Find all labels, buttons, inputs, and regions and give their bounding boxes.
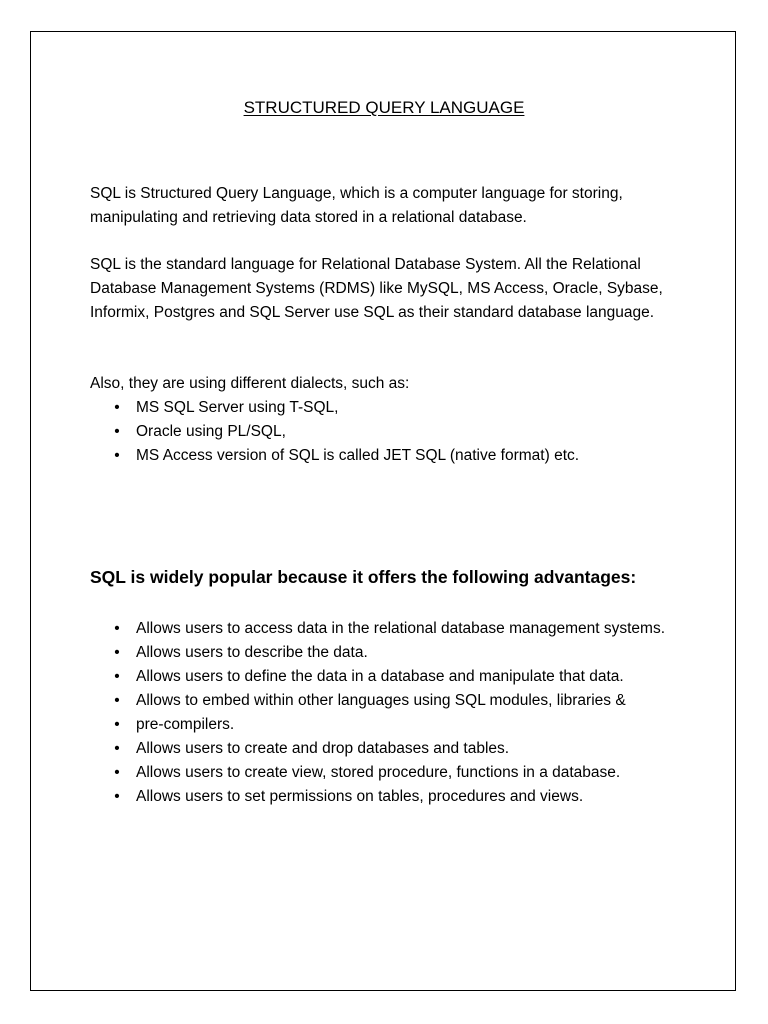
bullet-icon: • [114,447,120,464]
list-item-text: MS Access version of SQL is called JET SQL (native format) etc. [136,447,580,464]
list-item-text: Oracle using PL/SQL, [136,423,286,440]
list-item-text: Allows users to create and drop databases and tables. [136,740,510,757]
list-item [90,641,690,665]
list-item [90,396,690,420]
list-item-text: pre-compilers. [136,716,235,733]
list-item [90,444,690,468]
list-item [90,665,690,689]
advantages-heading: SQL is widely popular because it offers the following advantages: [90,567,637,587]
list-item [90,761,690,785]
list-item [90,737,690,761]
intro-paragraph: SQL is Structured Query Language, which is a computer language for storing, manipulating and retrieving data stored in a relational database. [90,185,623,226]
bullet-icon: • [114,620,120,637]
list-item-text: MS SQL Server using T-SQL, [136,399,339,416]
bullet-icon: • [114,399,120,416]
list-item-text: Allows users to set permissions on tables, procedures and views. [136,788,584,805]
document-title: STRUCTURED QUERY LANGUAGE [243,98,525,117]
list-item [90,713,690,737]
list-item [90,420,690,444]
bullet-icon: • [114,692,120,709]
bullet-icon: • [114,423,120,440]
bullet-icon: • [114,788,120,805]
dialects-intro-paragraph: Also, they are using different dialects, such as: [90,375,410,392]
dialects-list [90,396,690,468]
bullet-icon: • [114,764,120,781]
list-item-text: Allows users to create view, stored procedure, functions in a database. [136,764,621,781]
list-item-text: Allows users to define the data in a database and manipulate that data. [136,668,624,685]
bullet-icon: • [114,668,120,685]
advantages-list [90,617,690,809]
standard-language-paragraph: SQL is the standard language for Relational Database System. All the Relational Database Management Systems (RDMS) like MySQL, MS Access, Oracle, Sybase, Informix, Postgres and SQL Server use SQL as their standard database language. [90,256,663,321]
list-item [90,785,690,809]
list-item-text: Allows users to access data in the relational database management systems. [136,620,665,637]
list-item-text: Allows to embed within other languages using SQL modules, libraries & [136,692,626,709]
document-page [30,31,736,991]
list-item [90,617,690,641]
bullet-icon: • [114,644,120,661]
bullet-icon: • [114,716,120,733]
list-item-text: Allows users to describe the data. [136,644,368,661]
bullet-icon: • [114,740,120,757]
list-item [90,689,690,713]
